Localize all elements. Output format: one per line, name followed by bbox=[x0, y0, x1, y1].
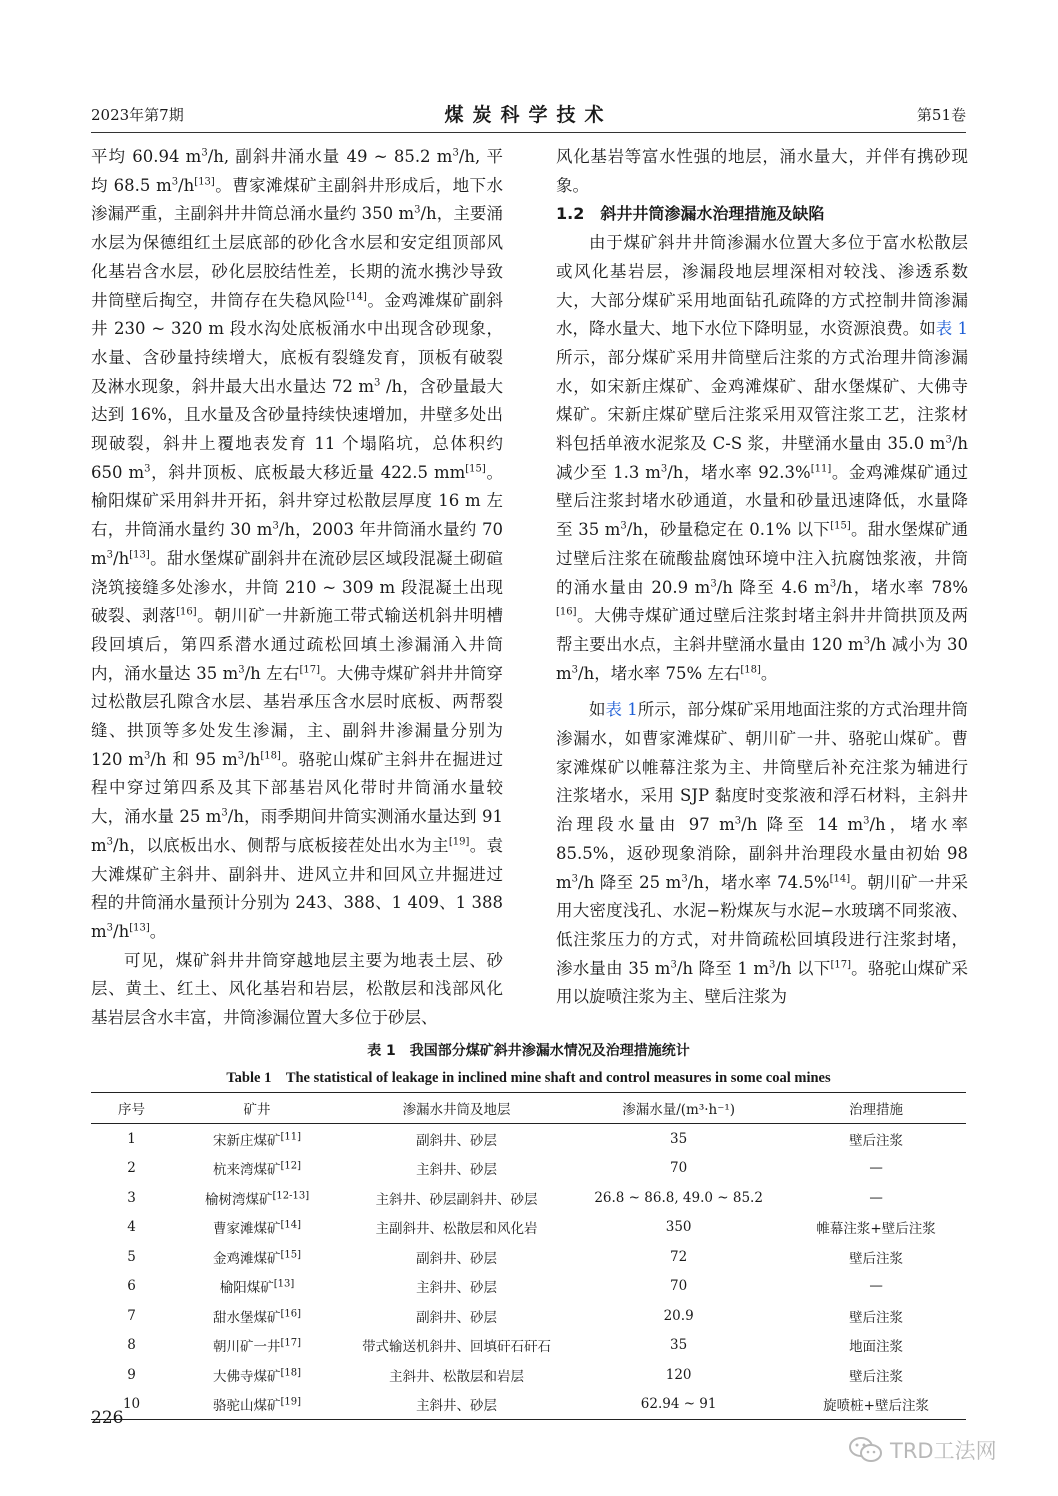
header-measure: 治理措施 bbox=[786, 1093, 966, 1124]
cell-no: 4 bbox=[127, 1219, 136, 1236]
table-caption-cn: 表 1 我国部分煤矿斜井渗漏水情况及治理措施统计 bbox=[367, 1043, 690, 1059]
table-row bbox=[91, 1124, 966, 1154]
table-row bbox=[91, 1301, 966, 1331]
citation[interactable]: [11] bbox=[810, 463, 832, 475]
cell-no: 9 bbox=[127, 1366, 136, 1383]
citation[interactable]: [17] bbox=[280, 1337, 302, 1349]
cell-flow: 70 bbox=[670, 1160, 688, 1177]
cell-layer: 副斜井、砂层 bbox=[416, 1132, 498, 1149]
citation[interactable]: [13] bbox=[129, 549, 150, 561]
running-header bbox=[91, 100, 966, 130]
citation[interactable]: [14] bbox=[346, 291, 367, 303]
cell-mine: 大佛寺煤矿[18] bbox=[213, 1367, 302, 1385]
cell-layer: 主斜井、砂层 bbox=[416, 1162, 498, 1179]
cell-mine: 骆驼山煤矿[19] bbox=[172, 1390, 342, 1420]
cell-no: 8 bbox=[127, 1337, 136, 1354]
citation[interactable]: [12-13] bbox=[272, 1190, 310, 1202]
cell-mine: 朝川矿一井[17] bbox=[213, 1337, 302, 1356]
cell-mine: 宋新庄煤矿[11] bbox=[213, 1131, 302, 1149]
citation[interactable]: [15] bbox=[280, 1249, 302, 1261]
cell-no: 2 bbox=[127, 1160, 136, 1177]
paragraph: 可见，煤矿斜井井筒穿越地层主要为地表土层、砂层、黄土、红土、风化基岩和岩层，松散层和浅部风化基岩层含水丰富，井筒渗漏位置大多位于砂层、 bbox=[91, 950, 503, 1028]
journal-title: 煤炭科学技术 bbox=[444, 104, 613, 126]
left-column bbox=[91, 143, 503, 1033]
cell-measure: 壁后注浆 bbox=[849, 1250, 904, 1267]
cell-no: 10 bbox=[91, 1390, 172, 1420]
cell-mine: 杭来湾煤矿[12] bbox=[213, 1160, 302, 1179]
cell-mine: 榆树湾煤矿[12-13] bbox=[204, 1190, 310, 1208]
citation[interactable]: [19] bbox=[448, 836, 470, 848]
table-caption-en: Table 1 The statistical of leakage in inclined mine shaft and control measures in some coal mines bbox=[226, 1070, 831, 1086]
cell-layer: 副斜井、砂层 bbox=[416, 1309, 498, 1326]
citation[interactable]: [16] bbox=[176, 606, 197, 618]
table-row bbox=[91, 1360, 966, 1390]
cell-layer: 主斜井、砂层 bbox=[342, 1390, 571, 1420]
paragraph: 风化基岩等富水性强的地层，涌水量大，并伴有携砂现象。 bbox=[556, 147, 968, 195]
citation[interactable]: [13] bbox=[194, 176, 215, 188]
cell-flow: 120 bbox=[665, 1366, 692, 1383]
table-link[interactable]: 表 1 bbox=[605, 700, 638, 720]
citation[interactable]: [19] bbox=[280, 1396, 302, 1408]
cell-layer: 主斜井、松散层和岩层 bbox=[389, 1368, 525, 1385]
citation[interactable]: [14] bbox=[829, 873, 851, 885]
watermark bbox=[848, 1434, 1028, 1464]
citation[interactable]: [18] bbox=[260, 750, 281, 762]
citation[interactable]: [16] bbox=[556, 606, 577, 618]
citation[interactable]: [17] bbox=[299, 664, 320, 676]
citation[interactable]: [14] bbox=[280, 1219, 302, 1231]
cell-mine: 甜水堡煤矿[16] bbox=[213, 1308, 302, 1326]
table-header-row bbox=[91, 1093, 966, 1124]
table-row bbox=[91, 1154, 966, 1184]
cell-layer: 主斜井、砂层 bbox=[416, 1280, 498, 1297]
cell-flow: 26.8 ~ 86.8, 49.0 ~ 85.2 bbox=[594, 1189, 763, 1206]
cell-layer: 主斜井、砂层副斜井、砂层 bbox=[375, 1191, 538, 1208]
cell-no: 6 bbox=[127, 1278, 136, 1295]
citation[interactable]: [11] bbox=[280, 1131, 302, 1143]
citation[interactable]: [15] bbox=[830, 520, 851, 532]
cell-no: 3 bbox=[127, 1189, 136, 1206]
cell-mine: 榆阳煤矿[13] bbox=[219, 1278, 295, 1297]
cell-measure: — bbox=[869, 1160, 883, 1177]
cell-flow: 62.94 ~ 91 bbox=[571, 1390, 786, 1420]
cell-layer: 主副斜井、松散层和风化岩 bbox=[375, 1221, 538, 1238]
cell-measure: 壁后注浆 bbox=[849, 1132, 904, 1149]
wechat-icon bbox=[848, 1436, 884, 1469]
citation[interactable]: [16] bbox=[280, 1308, 302, 1320]
header-no: 序号 bbox=[91, 1093, 172, 1124]
header-flow: 渗漏水量/(m³·h⁻¹) bbox=[571, 1093, 786, 1124]
citation[interactable]: [17] bbox=[830, 959, 851, 971]
table-row bbox=[91, 1272, 966, 1302]
right-column bbox=[556, 143, 968, 1012]
section-heading: 1.2 斜井井筒渗漏水治理措施及缺陷 bbox=[556, 204, 825, 224]
citation[interactable]: [18] bbox=[280, 1367, 302, 1379]
paragraph: 如表 1所示，部分煤矿采用地面注浆的方式治理井筒渗漏水，如曹家滩煤矿、朝川矿一井、骆驼山煤矿。曹家滩煤矿以帷幕注浆为主、井筒壁后补充注浆为辅进行注浆堵水，采用 SJP 黏度时变浆液和浮石材料，主斜井治理段水量由 97 $m^3/h$ 降至 14 $m^3/h$，堵水率 85.5%，返砂现象消除，副斜井治理段水量由初始 98 $m^3/h$ 降至 25 $m^3/h$，堵水率 74.5%[14]。朝川矿一井采用大密度浅孔、水泥−粉煤灰与水泥−水玻璃不同浆液、低注浆压力的方式，对井筒疏松回填段进行注浆封堵，渗水量由 35 $m^3/h$ 降至 1 $m^3/h$ 以下[17]。骆驼山煤矿采用以旋喷注浆为主、壁后注浆为 bbox=[556, 700, 969, 1007]
table-row bbox=[91, 1213, 966, 1243]
volume-label: 第51卷 bbox=[916, 106, 966, 124]
cell-mine: 金鸡滩煤矿[15] bbox=[213, 1249, 302, 1267]
cell-measure: 壁后注浆 bbox=[849, 1368, 904, 1385]
statistics-table bbox=[91, 1092, 966, 1420]
header-layer: 渗漏水井筒及地层 bbox=[342, 1093, 571, 1124]
cell-layer: 副斜井、砂层 bbox=[416, 1250, 498, 1267]
cell-flow: 72 bbox=[670, 1248, 688, 1265]
table-row bbox=[91, 1242, 966, 1272]
citation[interactable]: [18] bbox=[740, 664, 761, 676]
table-row bbox=[91, 1331, 966, 1361]
cell-flow: 35 bbox=[670, 1130, 688, 1147]
header-mine: 矿井 bbox=[172, 1093, 342, 1124]
cell-mine: 曹家滩煤矿[14] bbox=[213, 1219, 302, 1238]
citation[interactable]: [13] bbox=[273, 1278, 295, 1290]
cell-layer: 带式输送机斜井、回填矸石矸石 bbox=[362, 1339, 552, 1356]
cell-no: 7 bbox=[127, 1307, 136, 1324]
cell-measure: — bbox=[869, 1189, 883, 1206]
cell-no: 5 bbox=[127, 1248, 136, 1265]
cell-measure: — bbox=[869, 1278, 883, 1295]
cell-measure: 壁后注浆 bbox=[849, 1309, 904, 1326]
page-number: 226 bbox=[91, 1408, 124, 1428]
paragraph: 平均 60.94 $m^3/h$, 副斜井涌水量 49 ~ 85.2 $m^3/h$, 平均 68.5 $m^3/h[13]$。曹家滩煤矿主副斜井形成后，地下水渗漏严重，主副斜井井筒总涌水量约 350 $m^3/h$，主要涌水层为保德组红土层底部的砂化含水层和安定组顶部风化基岩含水层，砂化层胶结性差，长期的流水携沙导致井筒壁后掏空，井筒存在失稳风险[14]。金鸡滩煤矿副斜井 230 ~ 320 m 段水沟处底板涌水中出现含砂现象，水量、含砂量持续增大，底板有裂缝发育，顶板有破裂及淋水现象，斜井最大出水量达 72 $m^3$ /h，含砂量最大达到 16%，且水量及含砂量持续快速增加，井壁多处出现破裂，斜井上覆地表发育 11 个塌陷坑，总体积约 650 $m^3$，斜井顶板、底板最大移近量 422.5 mm[15]。榆阳煤矿采用斜井开拓，斜井穿过松散层厚度 16 m 左右，井筒涌水量约 30 $m^3/h$，2003 年井筒涌水量约 70 $m^3/h[13]$。甜水堡煤矿副斜井在流砂层区域段混凝土砌碹浇筑接缝多处渗水，井筒 210 ~ 309 m 段混凝土出现破裂、剥落[16]。朝川矿一井新施工带式输送机斜井明槽段回填后，第四系潜水通过疏松回填土渗漏涌入井筒内，涌水量达 35 $m^3/h$ 左右[17]。大佛寺煤矿斜井井筒穿过松散层孔隙含水层、基岩承压含水层时底板、两帮裂缝、拱顶等多处发生渗漏，主、副斜井渗漏量分别为 120 $m^3/h$ 和 95 $m^3/h[18]$。骆驼山煤矿主斜井在掘进过程中穿过第四系及其下部基岩风化带时井筒涌水量较大，涌水量 25 $m^3/h$，雨季期间井筒实测涌水量达到 91 $m^3/h$，以底板出水、侧帮与底板接茬处出水为主[19]。袁大滩煤矿主斜井、副斜井、进风立井和回风立井掘进过程的井筒涌水量预计分别为 243、388、1 409、1 388 $m^3/h[13]$。 bbox=[91, 147, 504, 941]
cell-no: 1 bbox=[127, 1130, 136, 1147]
cell-flow: 70 bbox=[670, 1278, 688, 1295]
header-rule bbox=[91, 132, 966, 133]
citation[interactable]: [15] bbox=[465, 463, 486, 475]
cell-flow: 20.9 bbox=[663, 1307, 694, 1324]
paragraph: 由于煤矿斜井井筒渗漏水位置大多位于富水松散层或风化基岩层，渗漏段地层埋深相对较浅、渗透系数大，大部分煤矿采用地面钻孔疏降的方式控制井筒渗漏水，降水量大、地下水位下降明显，水资源浪费。如表 1所示，部分煤矿采用井筒壁后注浆的方式治理井筒渗漏水，如宋新庄煤矿、金鸡滩煤矿、甜水堡煤矿、大佛寺煤矿。宋新庄煤矿壁后注浆采用双管注浆工艺，注浆材料包括单液水泥浆及 C-S 浆，井壁涌水量由 35.0 $m^3/h$ 减少至 1.3 $m^3/h$，堵水率 92.3%[11]。金鸡滩煤矿通过壁后注浆封堵水砂通道，水量和砂量迅速降低，水量降至 35 $m^3/h$，砂量稳定在 0.1% 以下[15]。甜水堡煤矿通过壁后注浆在硫酸盐腐蚀环境中注入抗腐蚀浆液，井筒的涌水量由 20.9 $m^3/h$ 降至 4.6 $m^3/h$，堵水率 78%[16]。大佛寺煤矿通过壁后注浆封堵主斜井井筒拱顶及两帮主要出水点，主斜井壁涌水量由 120 $m^3/h$ 减小为 30 $m^3/h$，堵水率 75% 左右[18]。 bbox=[556, 233, 969, 683]
watermark-text: TRD工法网 bbox=[890, 1439, 997, 1463]
cell-flow: 35 bbox=[670, 1337, 688, 1354]
cell-measure: 帷幕注浆+壁后注浆 bbox=[816, 1221, 936, 1238]
issue-label: 2023年第7期 bbox=[91, 106, 184, 124]
table-row bbox=[91, 1183, 966, 1213]
table-row bbox=[91, 1390, 966, 1420]
table-link[interactable]: 表 1 bbox=[935, 319, 968, 339]
citation[interactable]: [13] bbox=[129, 922, 150, 934]
cell-measure: 地面注浆 bbox=[849, 1339, 904, 1356]
cell-flow: 350 bbox=[665, 1219, 692, 1236]
citation[interactable]: [12] bbox=[280, 1160, 302, 1172]
cell-measure: 旋喷桩+壁后注浆 bbox=[786, 1390, 966, 1420]
